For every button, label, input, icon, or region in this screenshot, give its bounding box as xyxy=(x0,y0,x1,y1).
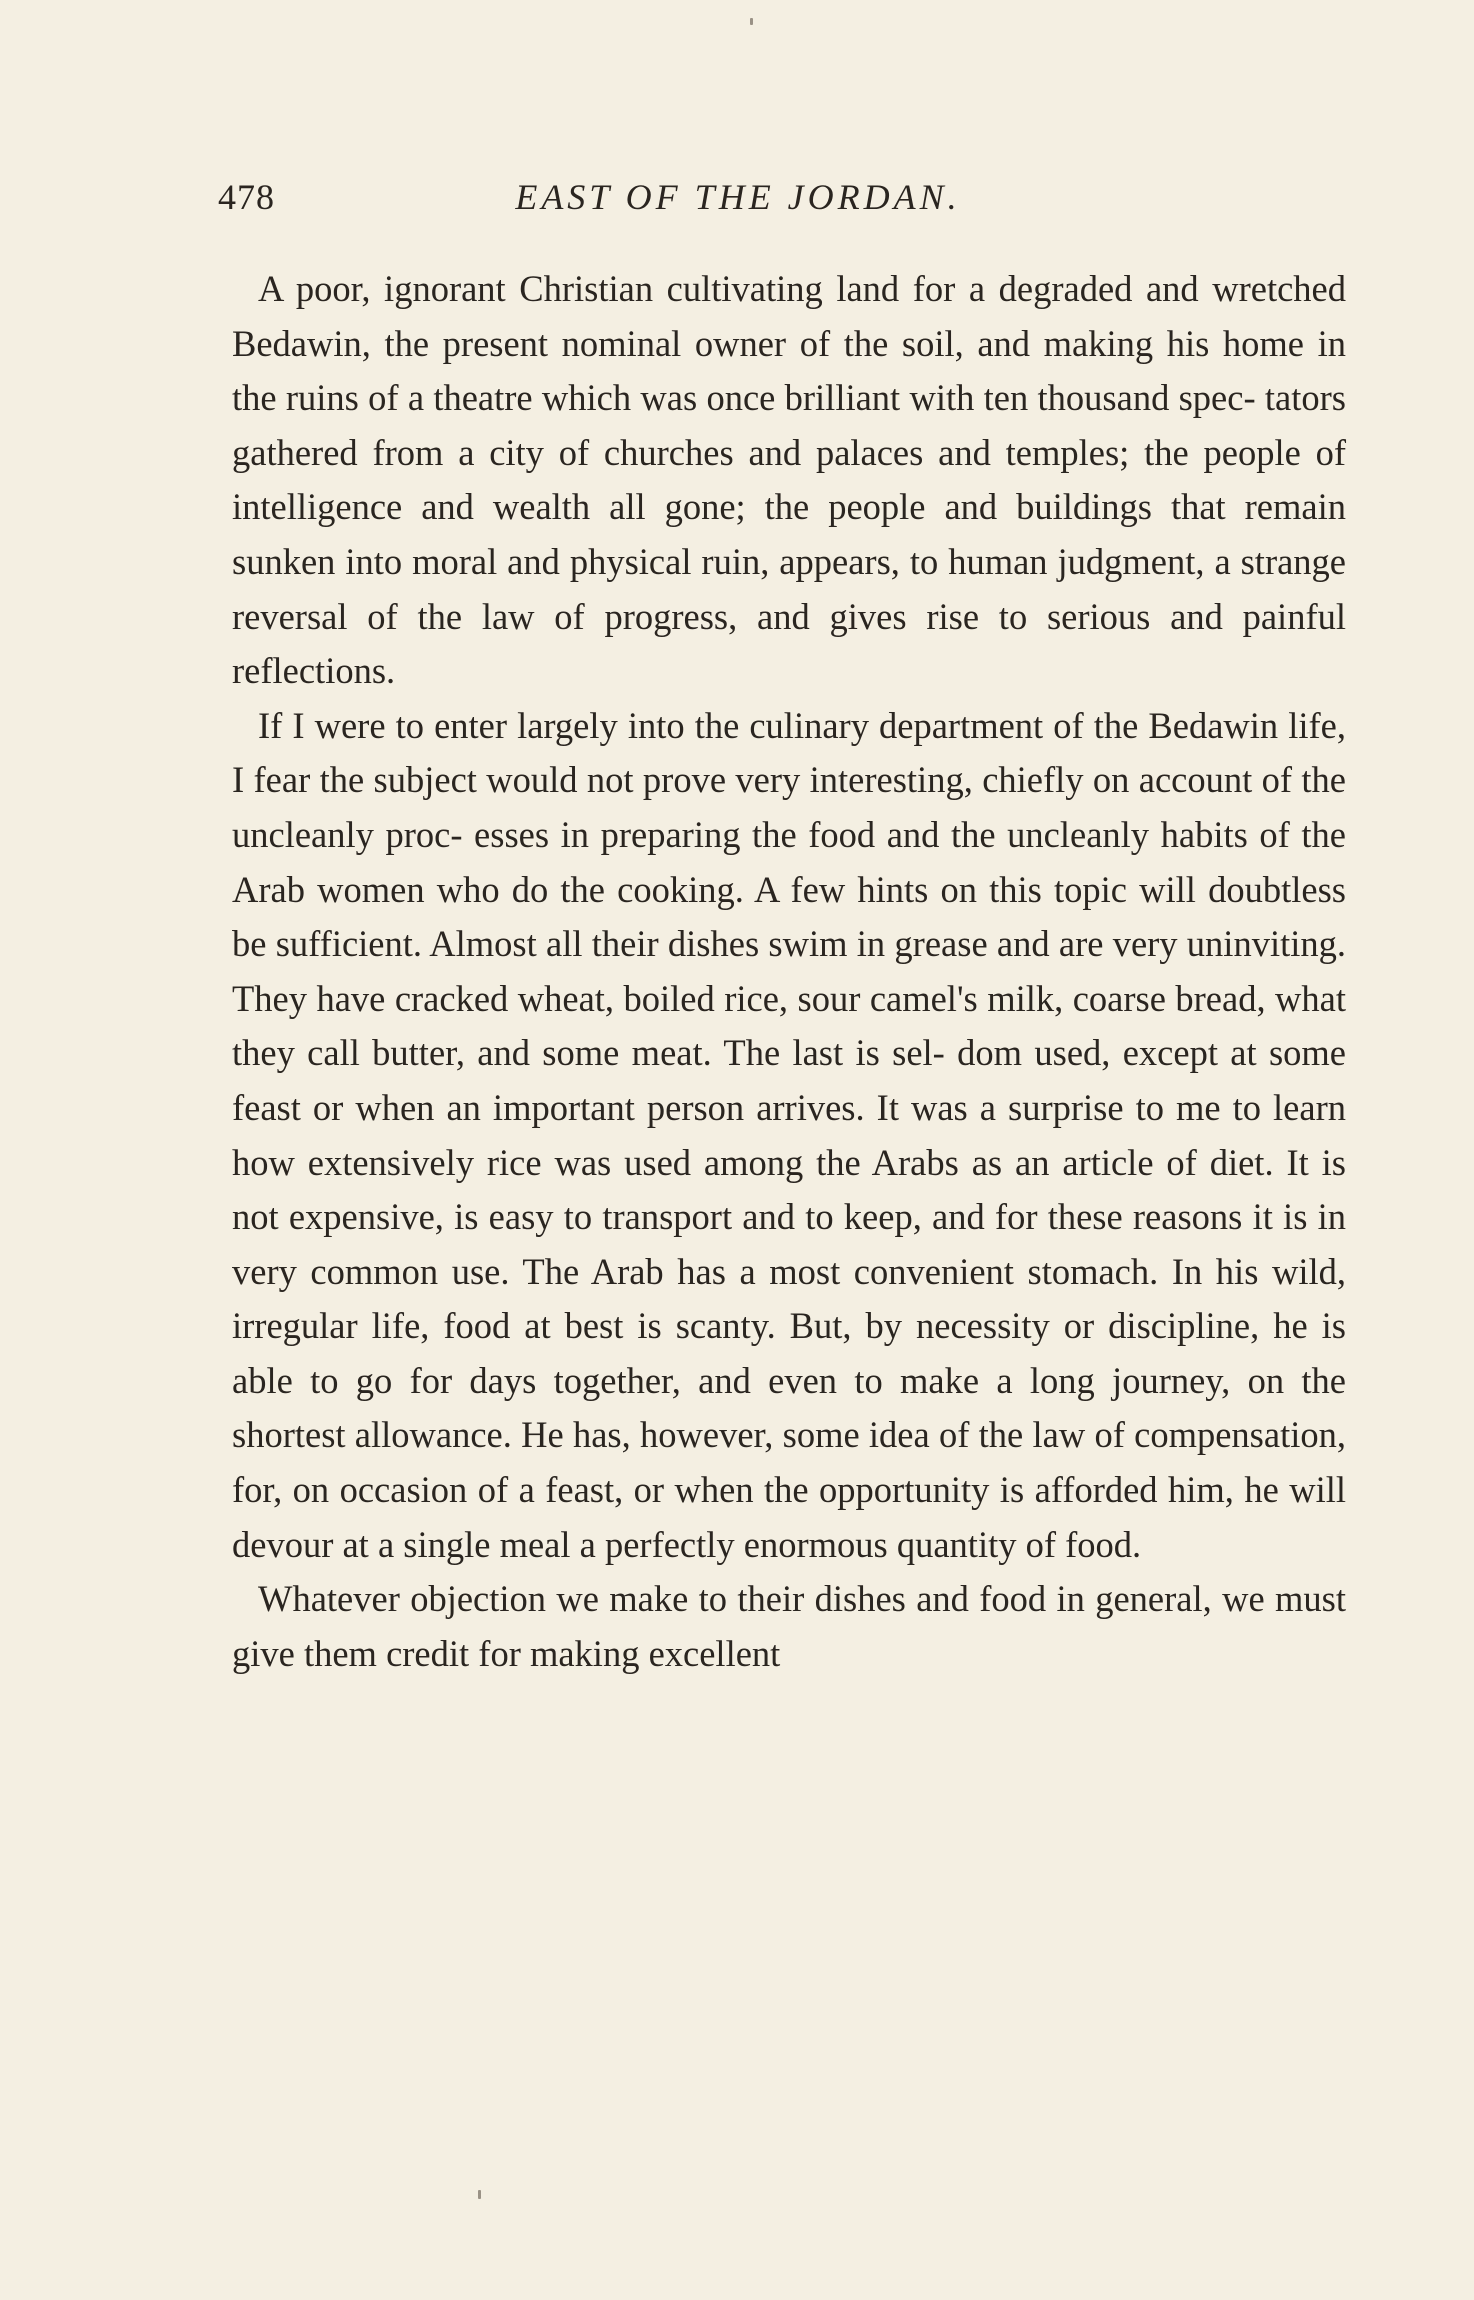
paragraph: If I were to enter largely into the culinary department of the Bedawin life, I fear the subject would not prove very interesting, chiefly on account of the uncleanly proc- esses in preparing the food and the uncleanly habits of the Arab women who do the cooking. A few hints on this topic will doubtless be sufficient. Almost all their dishes swim in grease and are very uninviting. They have cracked wheat, boiled rice, sour camel's milk, coarse bread, what they call butter, and some meat. The last is sel- dom used, except at some feast or when an important person arrives. It was a surprise to me to learn how extensively rice was used among the Arabs as an article of diet. It is not expensive, is easy to transport and to keep, and for these reasons it is in very common use. The Arab has a most convenient stomach. In his wild, irregular life, food at best is scanty. But, by necessity or discipline, he is able to go for days together, and even to make a long journey, on the shortest allowance. He has, however, some idea of the law of compensation, for, on occasion of a feast, or when the opportunity is afforded him, he will devour at a single meal a perfectly enormous quantity of food. xyxy=(232,704,1346,1565)
running-head: EAST OF THE JORDAN. xyxy=(515,177,961,217)
speck-top xyxy=(750,18,753,25)
page-number: 478 xyxy=(218,177,275,217)
page-header xyxy=(218,176,1358,236)
paragraph: A poor, ignorant Christian cultivating land for a degraded and wretched Bedawin, the present nominal owner of the soil, and making his home in the ruins of a theatre which was once brilliant with ten thousand spec- tators gathered from a city of churches and palaces and temples; the people of intelligence and wealth all gone; the people and buildings that remain sunken into moral and physical ruin, appears, to human judgment, a strange reversal of the law of progress, and gives rise to serious and painful reflections. xyxy=(232,268,1346,692)
speck-bottom xyxy=(478,2190,481,2199)
body-text xyxy=(232,262,1346,1681)
paragraph: Whatever objection we make to their dishes and food in general, we must give them credit for making excellent xyxy=(232,1578,1346,1674)
